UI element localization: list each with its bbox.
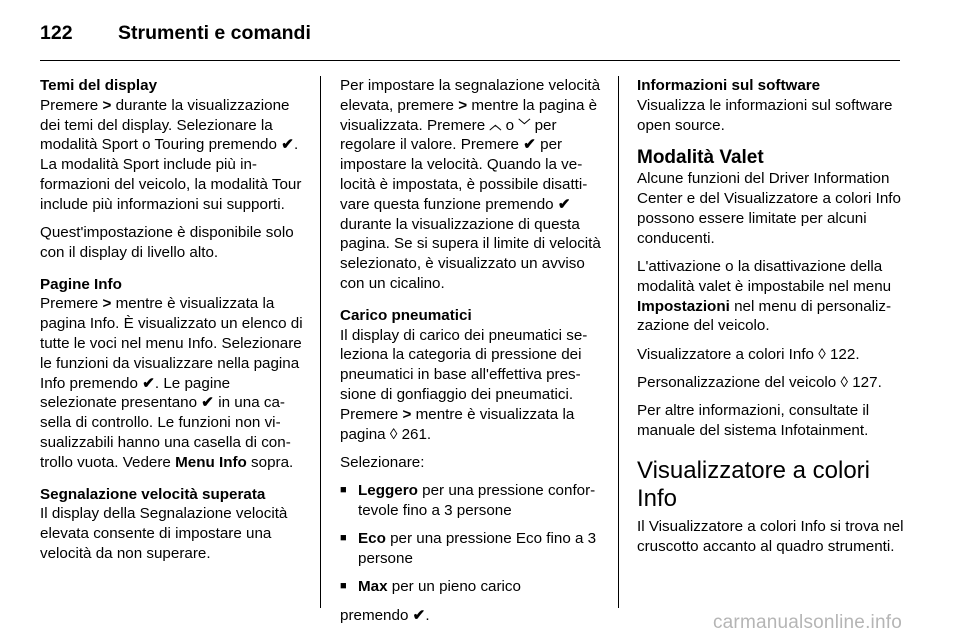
text: durante la visualizzazione di questa pagina. Se si supera il limite di velocità selezionato, è visualizzato un avviso con un cicalino. [340, 215, 601, 292]
text: L'attivazione o la disattivazione della modalità valet è impostabile nel menu [637, 258, 892, 295]
paragraph: Quest'impostazione è disponibile solo con il display di livello alto. [40, 224, 294, 261]
check-icon: ✔ [557, 195, 571, 213]
paragraph: Visualizza le informazioni sul software open source. [637, 96, 893, 134]
page-ref-icon: ◊ [389, 425, 398, 443]
check-icon: ✔ [523, 136, 536, 154]
header-divider [40, 60, 900, 61]
cross-reference [637, 373, 905, 393]
chevron-right-icon: > [102, 96, 112, 114]
page-number: 122 [40, 21, 73, 44]
bullet-icon: ■ [340, 580, 347, 593]
check-icon: ✔ [281, 136, 294, 154]
bullet-icon: ■ [340, 484, 347, 497]
section-temi-display [40, 76, 308, 263]
watermark: carmanualsonline.info [712, 612, 902, 633]
option-name: Max [358, 578, 388, 596]
column-2 [340, 76, 606, 637]
section-title: Modalità Valet [637, 147, 764, 169]
text: mentre la pagina è visualizzata. Premere [340, 96, 598, 134]
menu-info-ref: Menu Info [175, 453, 247, 471]
chevron-right-icon: > [102, 295, 112, 313]
page-ref-icon: ◊ [840, 374, 848, 392]
paragraph [340, 326, 606, 445]
page-header [40, 18, 311, 48]
section-segnalazione-velocita [40, 485, 308, 564]
chevron-right-icon: > [458, 96, 468, 114]
column-3 [637, 76, 905, 565]
section-carico-pneumatici [340, 306, 606, 626]
option-name: Leggero [358, 482, 418, 500]
list-item [340, 481, 606, 521]
section-title: Temi del display [40, 77, 158, 94]
text: . Le pagine selezionate presentano [40, 374, 231, 412]
column-divider-1 [320, 76, 321, 608]
list-item [340, 529, 606, 569]
paragraph: Il display della Segnalazione velocità elevata consente di impostare una velocità da non superare. [40, 505, 288, 563]
text: in una casella di controllo. Le funzioni non visualizzabili hanno una casella di controllo vuota. Vedere [40, 394, 291, 471]
paragraph: Il Visualizzatore a colori Info si trova nel cruscotto accanto al quadro strumenti. [637, 517, 904, 555]
paragraph: Per altre informazioni, consultate il manuale del sistema Infotainment. [637, 402, 870, 440]
check-icon: ✔ [142, 374, 155, 392]
text: durante la visualizzazione dei temi del display. Selezionare la modalità Sport o Touring premendo [40, 96, 290, 154]
text: . [425, 606, 430, 624]
text: . La modalità Sport include più informazioni del veicolo, la modalità Tour include più informazioni sui supporti. [40, 136, 302, 213]
text: mentre è visualizzata la pagina Info. È visualizzato un elenco di tutte le voci nel menu Info. Selezionare le funzioni da visualizzare nella pagina Info premendo [40, 295, 303, 392]
section-pagine-info [40, 275, 308, 473]
paragraph [637, 257, 905, 336]
section-title: Pagine Info [40, 275, 122, 293]
option-name: Eco [358, 530, 386, 548]
cross-reference [637, 345, 905, 365]
section-title: Carico pneumatici [340, 306, 472, 324]
text: Premere [40, 96, 99, 114]
check-icon: ✔ [412, 606, 426, 624]
section-title: Informazioni sul software [637, 77, 821, 94]
page-ref: 261. [401, 425, 432, 443]
column-1 [40, 76, 308, 576]
section-visualizzatore [637, 457, 905, 557]
paragraph: Selezionare: [340, 453, 425, 471]
section-segnalazione-cont [340, 76, 606, 294]
text: per una pressione Eco fino a 3 persone [358, 530, 597, 568]
text: nel menu di personalizzazione del veicolo. [637, 297, 892, 335]
arrow-down-icon: ﹀ [518, 117, 531, 132]
paragraph [340, 606, 606, 626]
impostazioni-ref: Impostazioni [637, 297, 730, 315]
text: Per impostare la segnalazione velocità elevata, premere [340, 77, 601, 114]
page-ref: 127. [852, 374, 882, 392]
section-informazioni-software [637, 76, 905, 135]
bullet-icon: ■ [340, 532, 347, 545]
text: per regolare il valore. Premere [340, 116, 557, 154]
text: per una pressione confortevole fino a 3 persone [358, 482, 596, 519]
page-ref: 122. [829, 345, 860, 363]
text: per impostare la velocità. Quando la velocità è impostata, è possibile disattivare questa funzione premendo [340, 136, 588, 213]
column-divider-2 [618, 76, 619, 608]
text: premendo [340, 606, 409, 624]
text: o [505, 116, 515, 134]
paragraph: Alcune funzioni del Driver Information Center e del Visualizzatore a colori Info possono essere limitate per alcuni conducenti. [637, 170, 901, 247]
text: Il display di carico dei pneumatici seleziona la categoria di pressione dei pneumatici in base all'effettiva pressione di gonfiaggio dei pneumatici. Premere [340, 326, 588, 423]
check-icon: ✔ [201, 394, 215, 412]
paragraph [340, 76, 606, 294]
list-item [340, 577, 606, 597]
text: Personalizzazione del veicolo [637, 374, 837, 392]
text: sopra. [251, 453, 294, 471]
section-title: Segnalazione velocità superata [40, 485, 266, 503]
paragraph [40, 96, 308, 215]
section-title-large: Visualizzatore a colori Info [637, 456, 871, 512]
text: per un pieno carico [391, 578, 521, 596]
page-title: Strumenti e comandi [118, 21, 311, 44]
section-modalita-valet [637, 147, 905, 441]
text: Premere [40, 295, 99, 313]
paragraph [40, 294, 308, 472]
page-ref-icon: ◊ [818, 345, 826, 363]
arrow-up-icon: ︿ [489, 117, 502, 132]
text: mentre è visualizzata la pagina [340, 405, 575, 443]
text: Visualizzatore a colori Info [637, 345, 814, 363]
chevron-right-icon: > [402, 405, 412, 423]
